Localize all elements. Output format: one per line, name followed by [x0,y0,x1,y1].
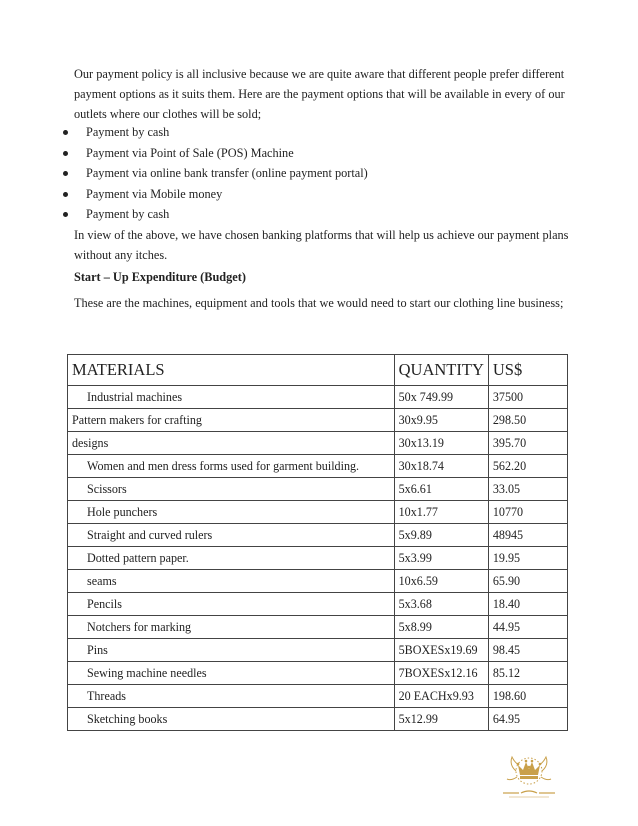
quantity-cell: 30x13.19 [394,432,488,455]
quantity-cell: 30x18.74 [394,455,488,478]
payment-policy-paragraph: Our payment policy is all inclusive because we are quite aware that different people prefer different payment options as it suits them. Here are the payment options that will be available in every of our outlets where our clothes will be sold; [74,67,565,121]
column-header-materials: MATERIALS [68,355,395,386]
usd-cell: 85.12 [488,662,567,685]
usd-cell: 44.95 [488,616,567,639]
material-cell: Notchers for marking [68,616,395,639]
crown-emblem-icon [497,741,561,807]
quantity-cell: 5BOXESx19.69 [394,639,488,662]
bullet-icon [63,130,68,135]
usd-cell: 298.50 [488,409,567,432]
budget-table [67,354,568,731]
usd-cell: 64.95 [488,708,567,731]
bullet-icon [63,192,68,197]
table-row [68,501,568,524]
material-cell: Straight and curved rulers [68,524,395,547]
quantity-cell: 5x6.61 [394,478,488,501]
usd-cell: 18.40 [488,593,567,616]
table-row [68,685,568,708]
material-cell: Women and men dress forms used for garment building. [68,455,395,478]
table-row [68,524,568,547]
column-header-quantity: QUANTITY [394,355,488,386]
material-cell: Dotted pattern paper. [68,547,395,570]
material-cell: Pins [68,639,395,662]
table-row [68,455,568,478]
material-cell: Industrial machines [68,386,395,409]
quantity-cell: 7BOXESx12.16 [394,662,488,685]
material-cell: Sewing machine needles [68,662,395,685]
usd-cell: 562.20 [488,455,567,478]
table-header-row [68,355,568,386]
table-row [68,662,568,685]
quantity-cell: 5x3.68 [394,593,488,616]
table-row [68,616,568,639]
usd-cell: 198.60 [488,685,567,708]
bullet-icon [63,151,68,156]
usd-cell: 48945 [488,524,567,547]
quantity-cell: 30x9.95 [394,409,488,432]
usd-cell: 98.45 [488,639,567,662]
quantity-cell: 50x 749.99 [394,386,488,409]
usd-cell: 10770 [488,501,567,524]
quantity-cell: 5x3.99 [394,547,488,570]
table-row [68,386,568,409]
usd-cell: 65.90 [488,570,567,593]
bullet-icon [63,212,68,217]
material-cell: Hole punchers [68,501,395,524]
table-row [68,547,568,570]
quantity-cell: 5x9.89 [394,524,488,547]
table-row [68,639,568,662]
usd-cell: 395.70 [488,432,567,455]
banking-conclusion-paragraph: In view of the above, we have chosen banking platforms that will help us achieve our payment plans without any itches. [74,228,569,262]
table-row [68,708,568,731]
usd-cell: 37500 [488,386,567,409]
usd-cell: 33.05 [488,478,567,501]
column-header-usd: US$ [488,355,567,386]
material-cell: Threads [68,685,395,708]
quantity-cell: 5x8.99 [394,616,488,639]
table-row [68,409,568,432]
material-cell: seams [68,570,395,593]
section-intro-paragraph: These are the machines, equipment and tools that we would need to start our clothing line business; [74,296,564,310]
table-row [68,432,568,455]
quantity-cell: 5x12.99 [394,708,488,731]
usd-cell: 19.95 [488,547,567,570]
material-cell: designs [68,432,395,455]
bullet-icon [63,171,68,176]
material-cell: Pattern makers for crafting [68,409,395,432]
material-cell: Sketching books [68,708,395,731]
section-heading: Start – Up Expenditure (Budget) [74,270,246,284]
table-row [68,570,568,593]
table-row [68,478,568,501]
quantity-cell: 10x1.77 [394,501,488,524]
material-cell: Scissors [68,478,395,501]
quantity-cell: 20 EACHx9.93 [394,685,488,708]
table-row [68,593,568,616]
material-cell: Pencils [68,593,395,616]
quantity-cell: 10x6.59 [394,570,488,593]
